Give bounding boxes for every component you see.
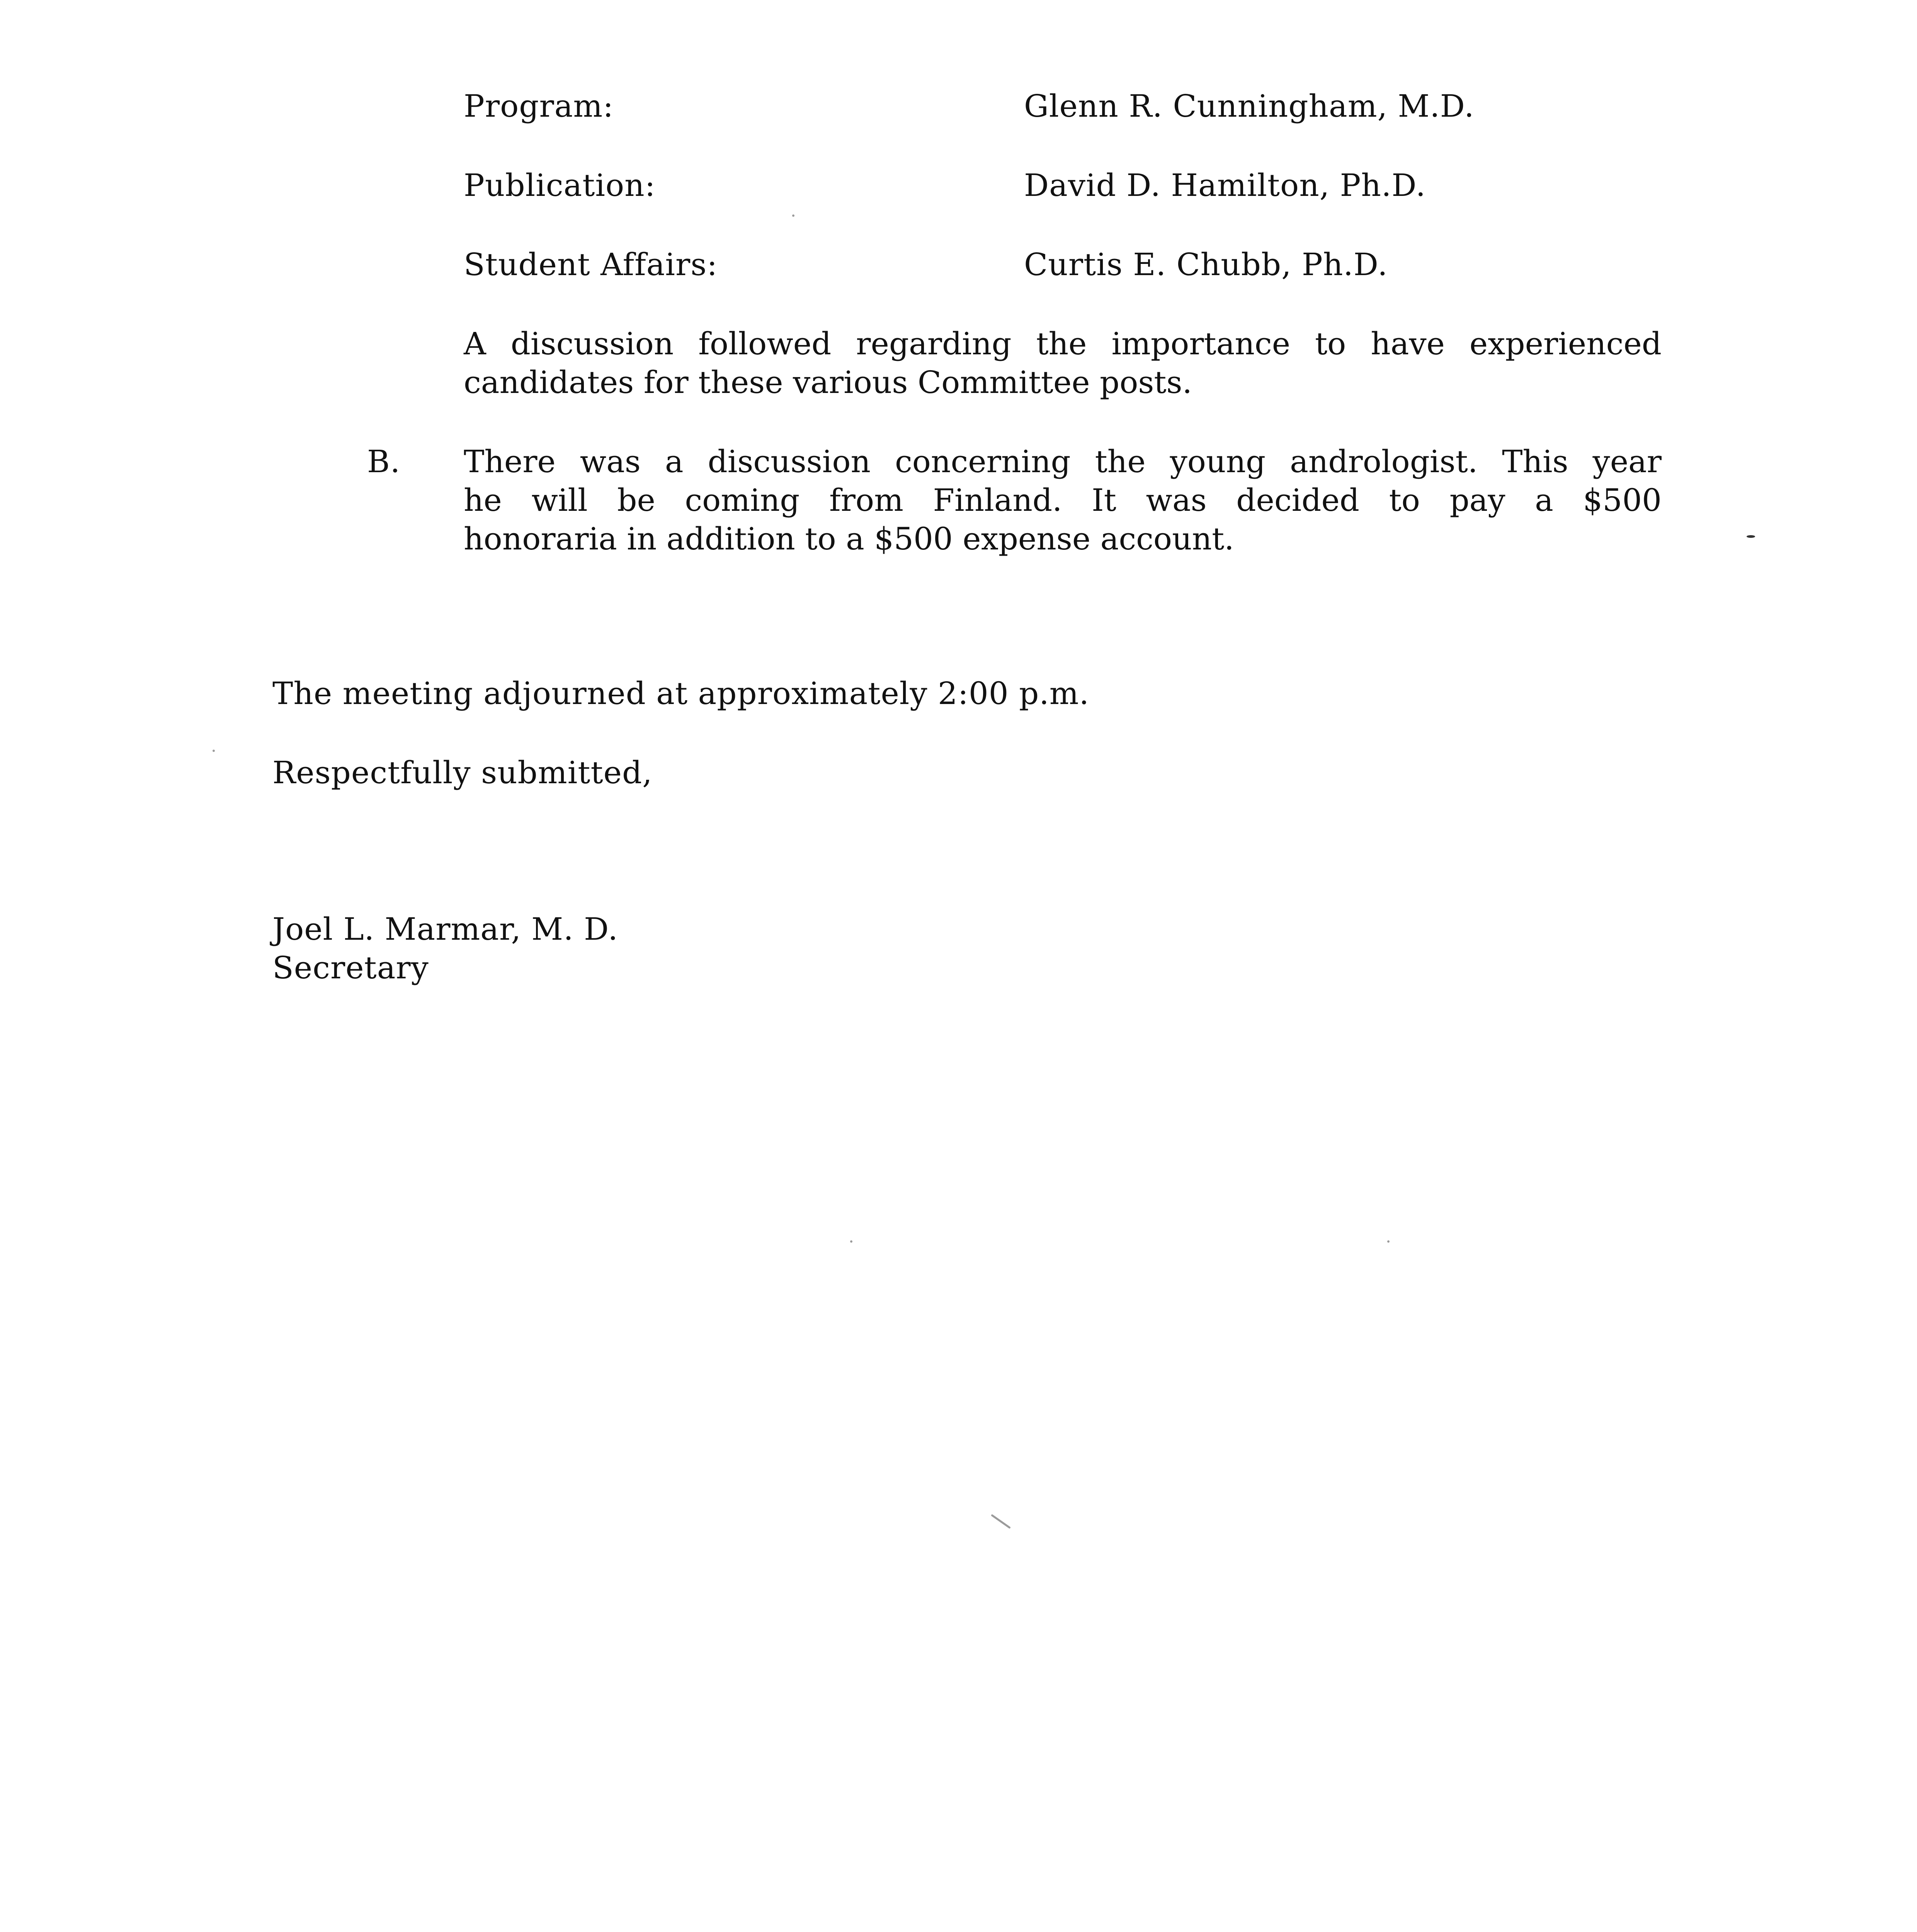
scan-artifact — [991, 1514, 1011, 1529]
adjournment-statement: The meeting adjourned at approximately 2:00 p.m. — [272, 675, 1090, 711]
item-b-line: he will be coming from Finland. It was decided to pay a $500 — [464, 482, 1662, 518]
scan-artifact — [850, 1240, 852, 1243]
committee-label-publication: Publication: — [464, 167, 656, 203]
discussion-line: candidates for these various Committee posts. — [464, 364, 1192, 400]
closing-salutation: Respectfully submitted, — [272, 755, 653, 791]
scan-artifact — [1387, 1240, 1390, 1243]
committee-name-publication: David D. Hamilton, Ph.D. — [1024, 167, 1426, 203]
discussion-paragraph — [464, 325, 1662, 402]
item-b-line: There was a discussion concerning the young andrologist. This year — [464, 444, 1662, 480]
scan-artifact — [213, 750, 215, 752]
item-b-line: honoraria in addition to a $500 expense account. — [464, 521, 1234, 557]
signer-name: Joel L. Marmar, M. D. — [272, 911, 618, 947]
signer-title: Secretary — [272, 950, 429, 986]
committee-label-program: Program: — [464, 88, 614, 124]
committee-label-student-affairs: Student Affairs: — [464, 247, 718, 282]
committee-name-program: Glenn R. Cunningham, M.D. — [1024, 88, 1475, 124]
committee-name-student-affairs: Curtis E. Chubb, Ph.D. — [1024, 247, 1388, 282]
item-b-marker: B. — [367, 444, 401, 480]
scan-artifact — [792, 214, 794, 217]
item-b-paragraph — [464, 442, 1662, 558]
scan-artifact — [1747, 535, 1755, 538]
discussion-line: A discussion followed regarding the importance to have experienced — [464, 326, 1662, 362]
